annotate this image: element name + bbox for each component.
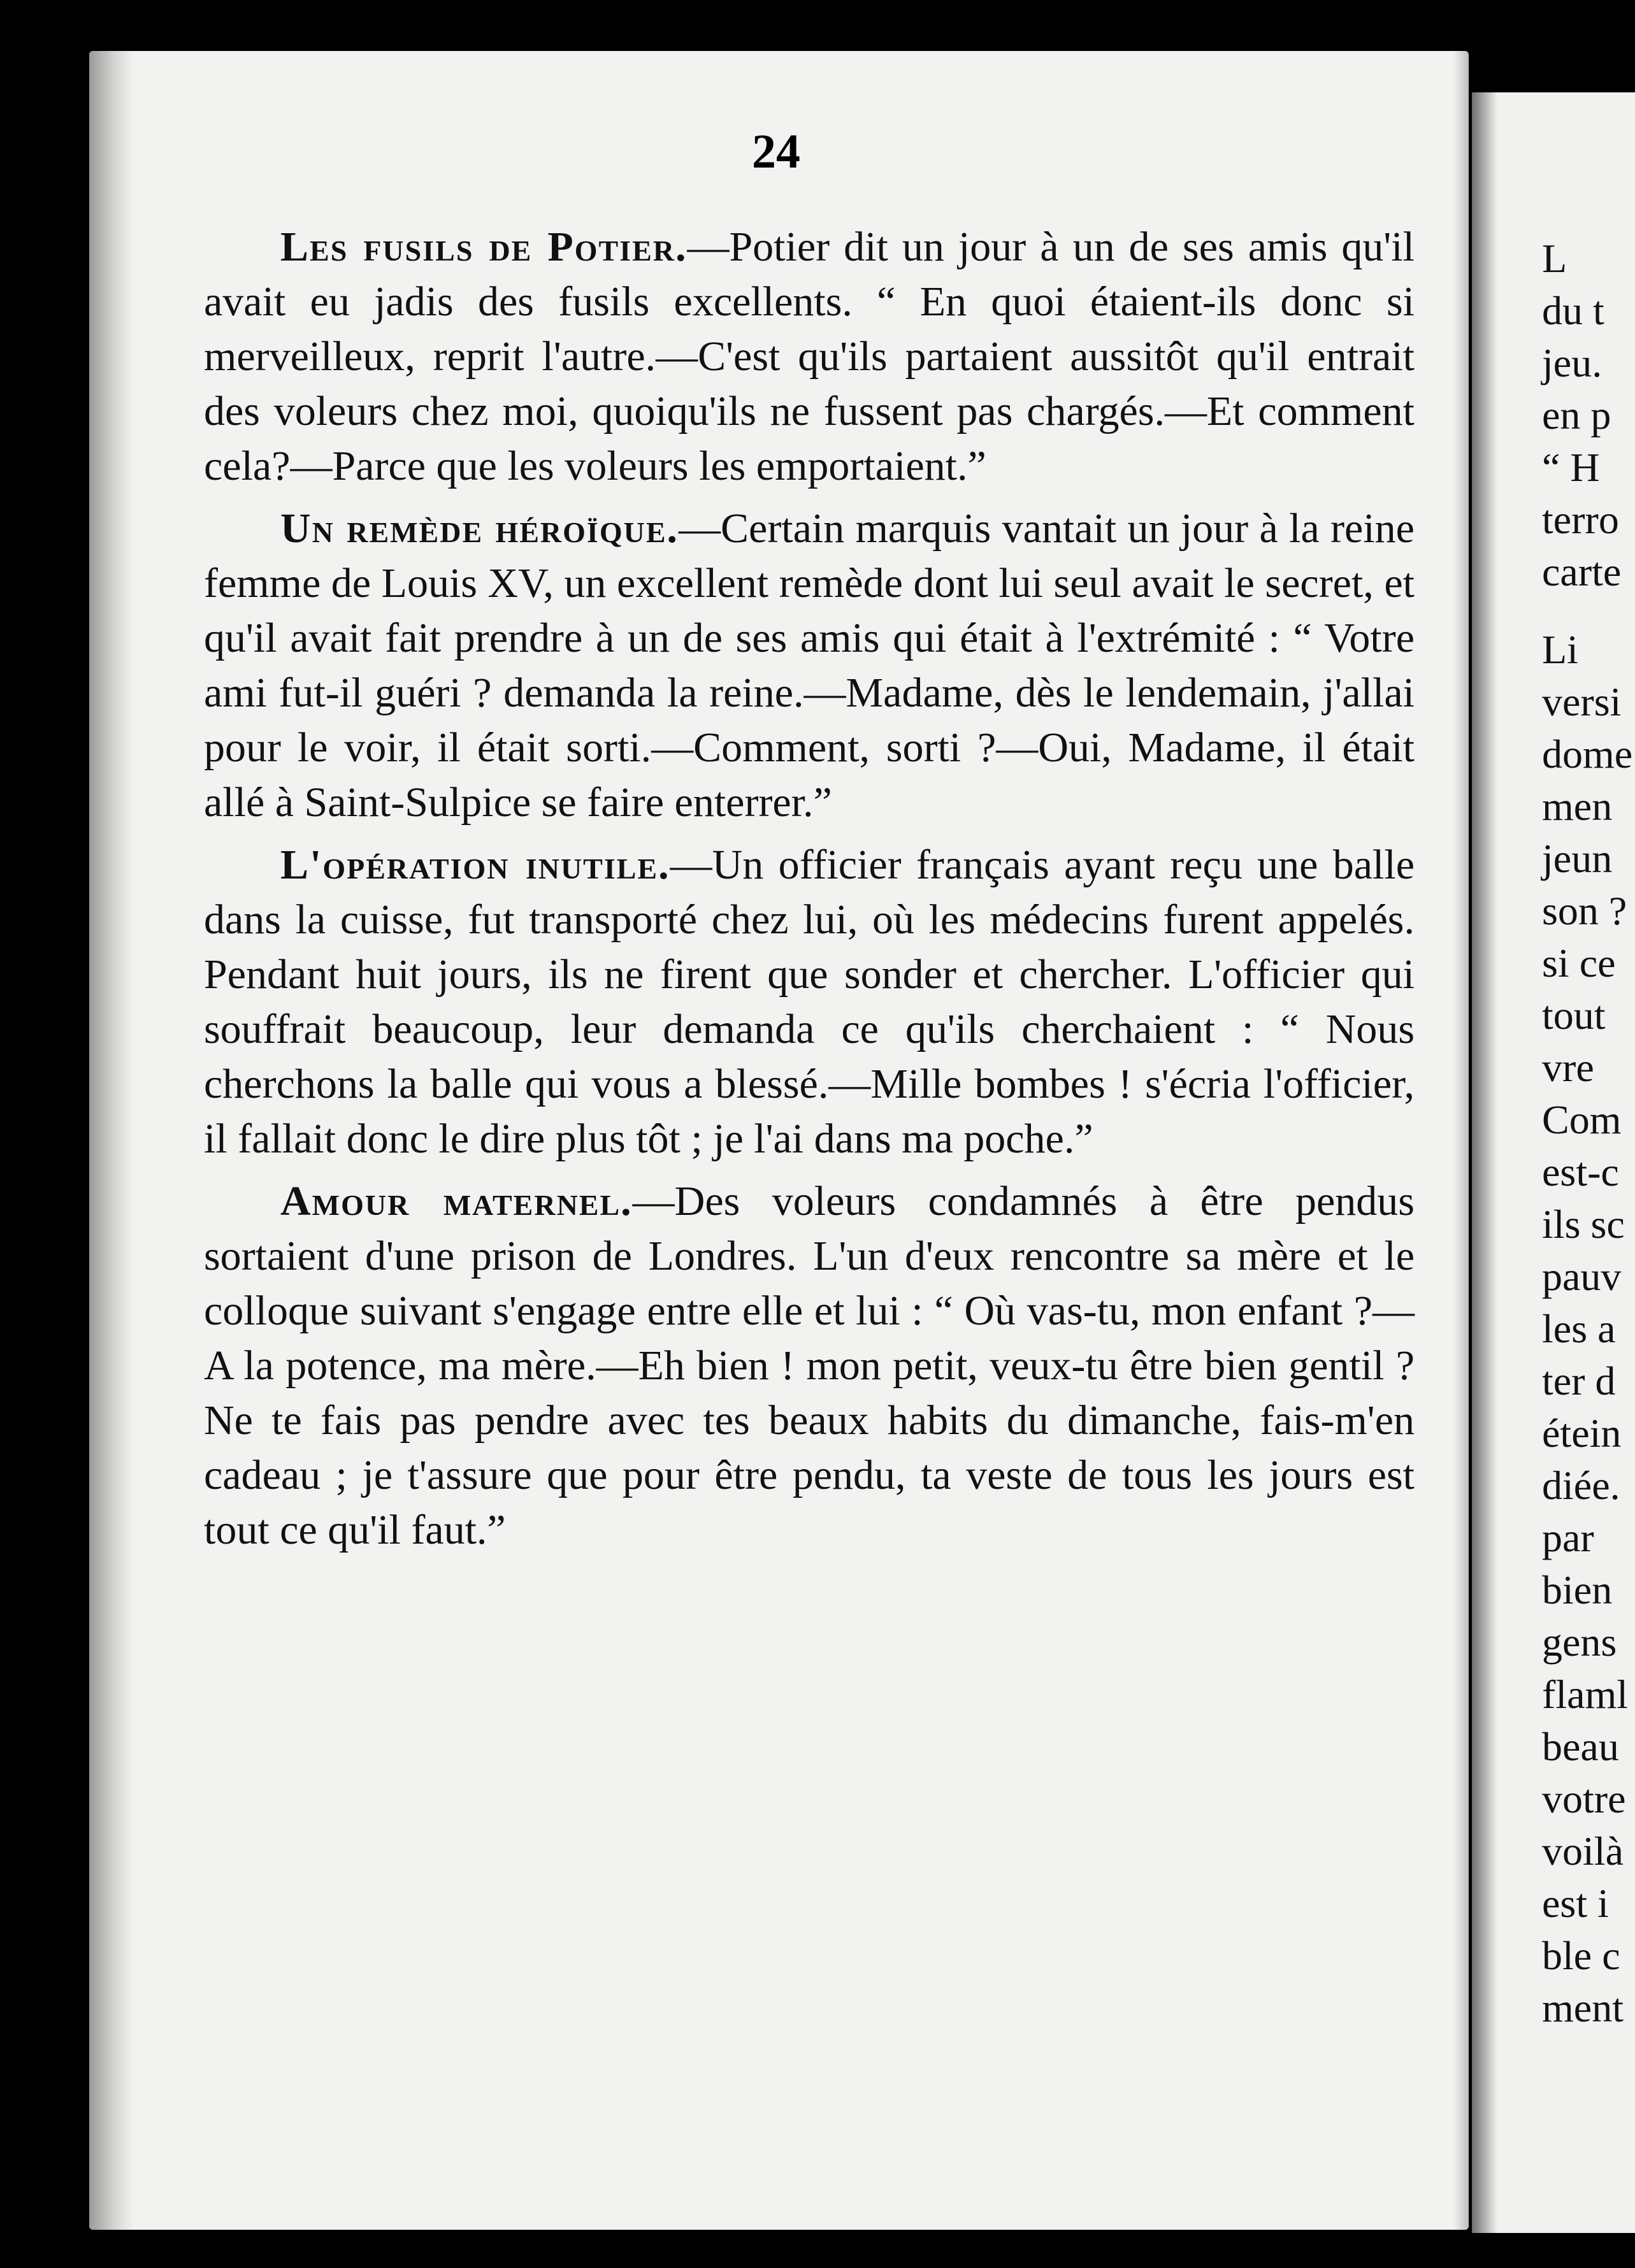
paragraph-title: Les fusils de Potier. bbox=[280, 224, 688, 270]
paragraph-body: —Des voleurs condamnés à être pendus sortaient d'une prison de Londres. L'un d'eux rencontre sa mère et le colloque suivant s'engage entre elle et lui : “ Où vas-tu, mon enfant ?—A la potence, ma mère.—Eh bien ! mon petit, veux-tu être bien gentil ? Ne te fais pas pendre avec tes beaux habits du dimanche, fais-m'en cadeau ; je t'assure que pour être pendu, ta veste de tous les jours est tout ce qu'il faut.” bbox=[204, 1178, 1415, 1553]
next-line: ter d bbox=[1542, 1358, 1616, 1403]
next-line: en p bbox=[1542, 392, 1611, 438]
next-line: flaml bbox=[1542, 1672, 1629, 1717]
next-line: diée. bbox=[1542, 1463, 1620, 1508]
next-line: tout bbox=[1542, 993, 1606, 1038]
paragraph-title: L'opération inutile. bbox=[280, 842, 670, 888]
next-line: jeun bbox=[1542, 836, 1613, 881]
next-page-lines bbox=[1542, 233, 1632, 2034]
paragraph-body: —Certain marquis vantait un jour à la reine femme de Louis XV, un excellent remède dont lui seul avait le secret, et qu'il avait fait prendre à un de ses amis qui était à l'extrémité : “ Votre ami fut-il guéri ? demanda la reine.—Madame, dès le lendemain, j'allai pour le voir, il était sorti.—Comment, sorti ?—Oui, Madame, il était allé à Saint-Sulpice se faire enterrer.” bbox=[204, 505, 1415, 826]
next-line: gens bbox=[1542, 1619, 1617, 1665]
next-line: étein bbox=[1542, 1410, 1622, 1456]
next-line: beau bbox=[1542, 1724, 1619, 1769]
paragraph-fusils bbox=[204, 220, 1415, 494]
next-line: si ce bbox=[1542, 940, 1616, 986]
next-line: ils sc bbox=[1542, 1202, 1625, 1247]
next-page-shadow bbox=[1472, 92, 1497, 2233]
next-line: terro bbox=[1542, 497, 1619, 542]
paragraph-body: —Potier dit un jour à un de ses amis qu'il avait eu jadis des fusils excellents. “ En quoi étaient-ils donc si merveilleux, reprit l'autre.—C'est qu'ils partaient aussitôt qu'il entrait des voleurs chez moi, quoiqu'ils ne fussent pas chargés.—Et comment cela?—Parce que les voleurs les emportaient.” bbox=[204, 224, 1415, 489]
next-line: son ? bbox=[1542, 888, 1627, 933]
main-page bbox=[89, 51, 1469, 2230]
next-line: Li bbox=[1542, 627, 1578, 672]
next-line: voilà bbox=[1542, 1828, 1624, 1874]
next-line: du t bbox=[1542, 288, 1604, 333]
paragraph-remede bbox=[204, 501, 1415, 830]
next-line: Com bbox=[1542, 1097, 1622, 1142]
gutter-shadow bbox=[89, 51, 134, 2230]
next-line-gap bbox=[1542, 598, 1632, 624]
next-line: est i bbox=[1542, 1881, 1609, 1926]
next-line: vre bbox=[1542, 1045, 1594, 1090]
paragraph-operation bbox=[204, 838, 1415, 1166]
paragraph-title: Un remède héroïque. bbox=[280, 505, 679, 552]
next-line: votre bbox=[1542, 1776, 1626, 1821]
next-line: est-c bbox=[1542, 1149, 1619, 1195]
next-line: par bbox=[1542, 1515, 1594, 1560]
text-block bbox=[204, 220, 1415, 1565]
next-line: carte bbox=[1542, 549, 1622, 594]
next-line: pauv bbox=[1542, 1254, 1622, 1299]
paragraph-title: Amour maternel. bbox=[280, 1178, 633, 1224]
next-line: les a bbox=[1542, 1306, 1616, 1351]
page-number: 24 bbox=[752, 125, 800, 178]
next-line: jeu. bbox=[1542, 340, 1603, 385]
next-line: versi bbox=[1542, 679, 1622, 724]
next-line: men bbox=[1542, 784, 1613, 829]
page-edge-shadow bbox=[1453, 51, 1469, 2230]
next-line: ment bbox=[1542, 1985, 1624, 2030]
next-page-fragment bbox=[1472, 92, 1635, 2233]
next-line: L bbox=[1542, 236, 1567, 281]
paragraph-body: —Un officier français ayant reçu une balle dans la cuisse, fut transporté chez lui, où les médecins furent appelés. Pendant huit jours, ils ne firent que sonder et chercher. L'officier qui souffrait beaucoup, leur demanda ce qu'ils cherchaient : “ Nous cherchons la balle qui vous a blessé.—Mille bombes ! s'écria l'officier, il fallait donc le dire plus tôt ; je l'ai dans ma poche.” bbox=[204, 842, 1415, 1162]
next-line: ble c bbox=[1542, 1933, 1620, 1978]
next-line: “ H bbox=[1542, 445, 1600, 490]
next-line: bien bbox=[1542, 1567, 1613, 1612]
next-line: dome bbox=[1542, 731, 1633, 777]
paragraph-amour bbox=[204, 1174, 1415, 1558]
